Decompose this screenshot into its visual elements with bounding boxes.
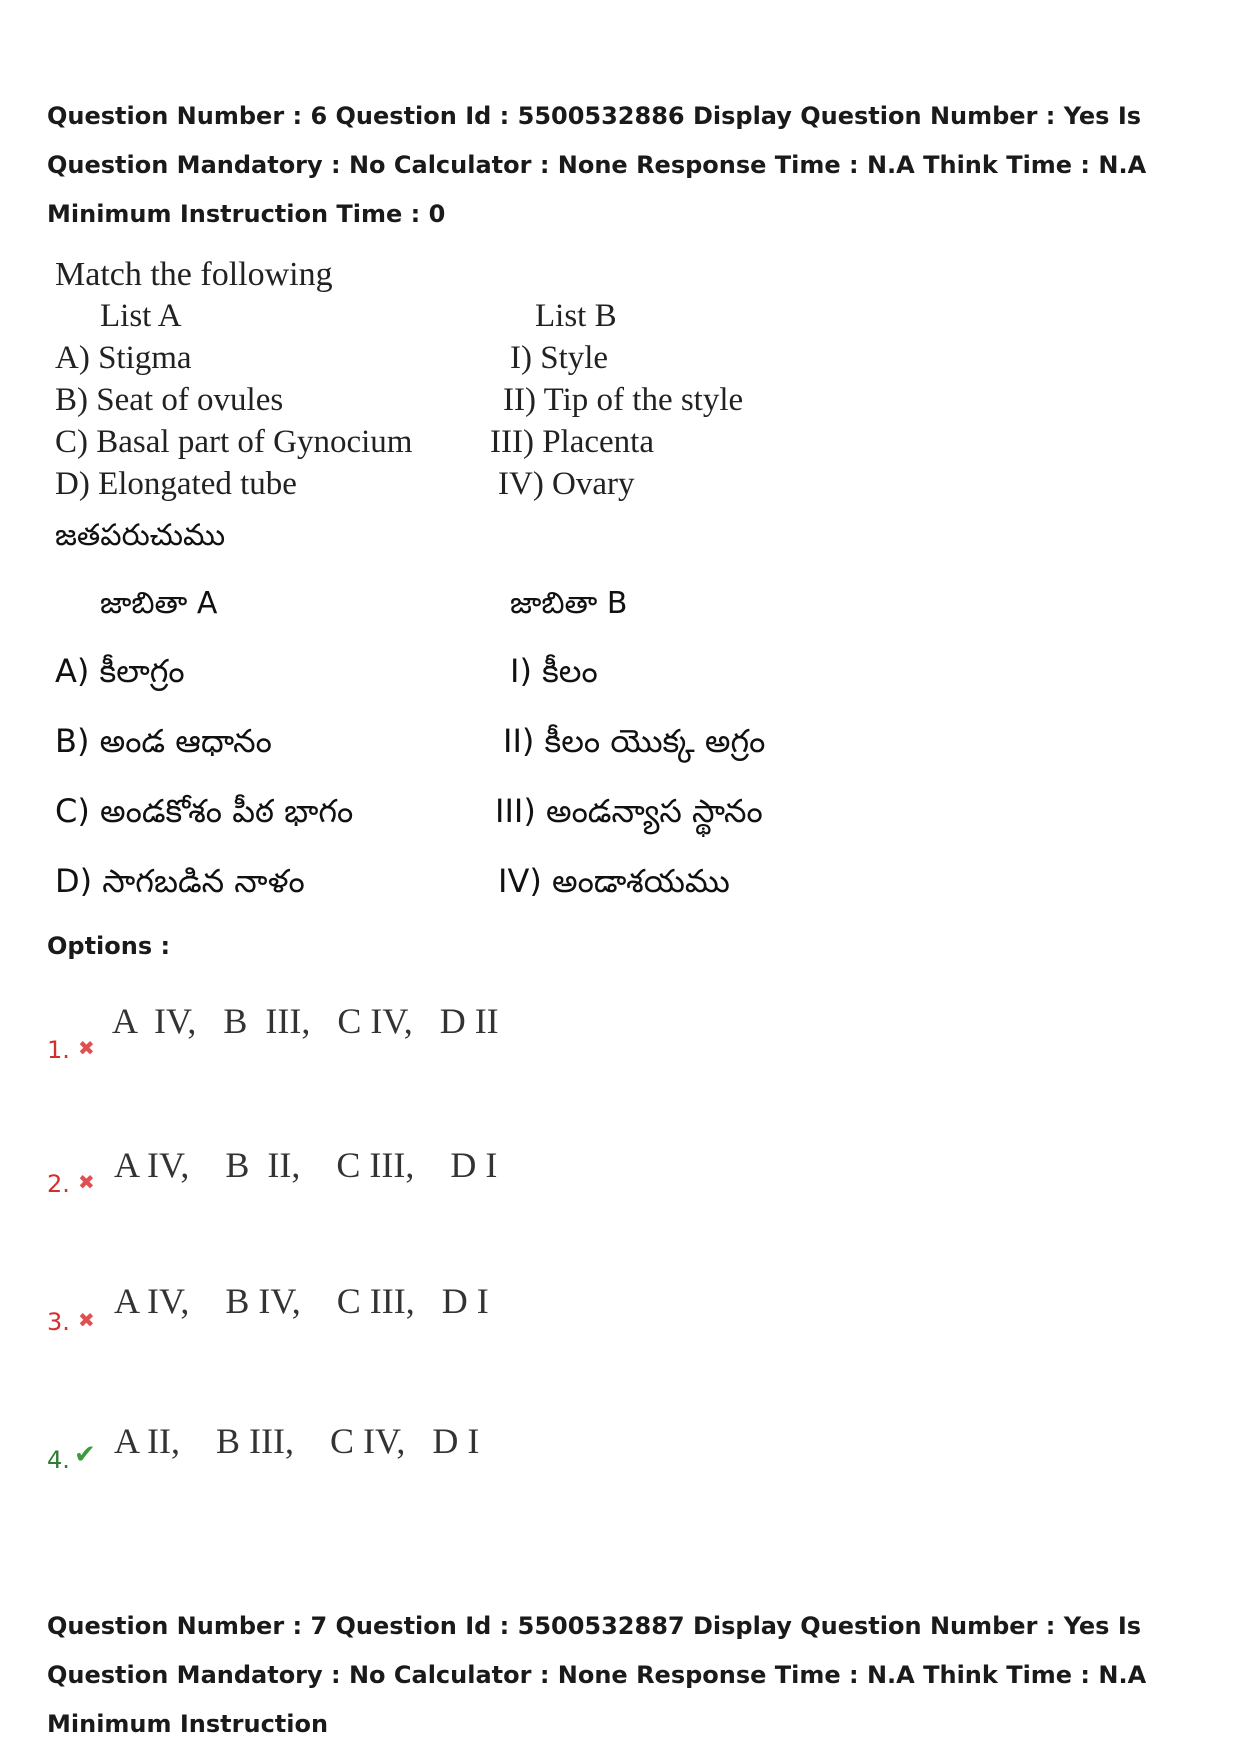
telugu-list-b-item: III) అండన్యాస స్థానం bbox=[495, 792, 763, 830]
option-text: A IV, B III, C IV, D II bbox=[112, 1001, 499, 1041]
cross-icon: ✖ bbox=[78, 1170, 95, 1194]
english-list-b-header: List B bbox=[535, 298, 617, 334]
telugu-list-a-item: A) కీలాగ్రం bbox=[55, 652, 185, 690]
question-7-meta: Question Number : 7 Question Id : 5500532887 Display Question Number : Yes Is Question Mandatory : No Calculator : None Response Time : N.A Think Time : N.A Minimum Instruction bbox=[47, 1612, 1147, 1738]
english-list-b-item: IV) Ovary bbox=[498, 466, 635, 502]
telugu-list-a-header: జాబితా A bbox=[100, 586, 218, 621]
telugu-list-a-item: C) అండకోశం పీఠ భాగం bbox=[55, 792, 354, 830]
option-text: A IV, B II, C III, D I bbox=[114, 1145, 498, 1185]
option-text: A IV, B IV, C III, D I bbox=[114, 1281, 489, 1321]
english-list-b-item: II) Tip of the style bbox=[503, 382, 744, 418]
option-number: 3. bbox=[47, 1308, 70, 1336]
english-list-a-item: D) Elongated tube bbox=[55, 466, 297, 502]
telugu-list-b-item: I) కీలం bbox=[510, 652, 598, 690]
english-list-a-item: B) Seat of ovules bbox=[55, 382, 284, 418]
telugu-list-a-item: D) సాగబడిన నాళం bbox=[55, 862, 305, 900]
option-number: 2. bbox=[47, 1170, 70, 1198]
telugu-list-b-item: IV) అండాశయము bbox=[498, 862, 730, 900]
english-list-b-item: I) Style bbox=[510, 340, 609, 376]
option-number: 1. bbox=[47, 1036, 70, 1064]
option-text: A II, B III, C IV, D I bbox=[114, 1421, 480, 1461]
telugu-list-b-item: II) కీలం యొక్క అగ్రం bbox=[503, 722, 766, 760]
english-list-a-item: C) Basal part of Gynocium bbox=[55, 424, 413, 460]
english-list-a-header: List A bbox=[100, 298, 182, 334]
question-6-meta: Question Number : 6 Question Id : 5500532886 Display Question Number : Yes Is Question Mandatory : No Calculator : None Response Time : N.A Think Time : N.A Minimum Instruction Time : 0 bbox=[47, 102, 1147, 228]
options-label: Options : bbox=[47, 932, 171, 960]
cross-icon: ✖ bbox=[78, 1308, 95, 1332]
english-list-a-item: A) Stigma bbox=[55, 340, 192, 376]
option-number: 4. bbox=[47, 1446, 70, 1474]
telugu-list-a-item: B) అండ ఆధానం bbox=[55, 722, 272, 760]
english-question-title: Match the following bbox=[55, 256, 333, 293]
telugu-list-b-header: జాబితా B bbox=[510, 586, 628, 621]
cross-icon: ✖ bbox=[78, 1036, 95, 1060]
english-list-b-item: III) Placenta bbox=[490, 424, 654, 460]
check-icon: ✔ bbox=[74, 1440, 96, 1470]
telugu-question-title: జతపరుచుము bbox=[55, 518, 226, 553]
